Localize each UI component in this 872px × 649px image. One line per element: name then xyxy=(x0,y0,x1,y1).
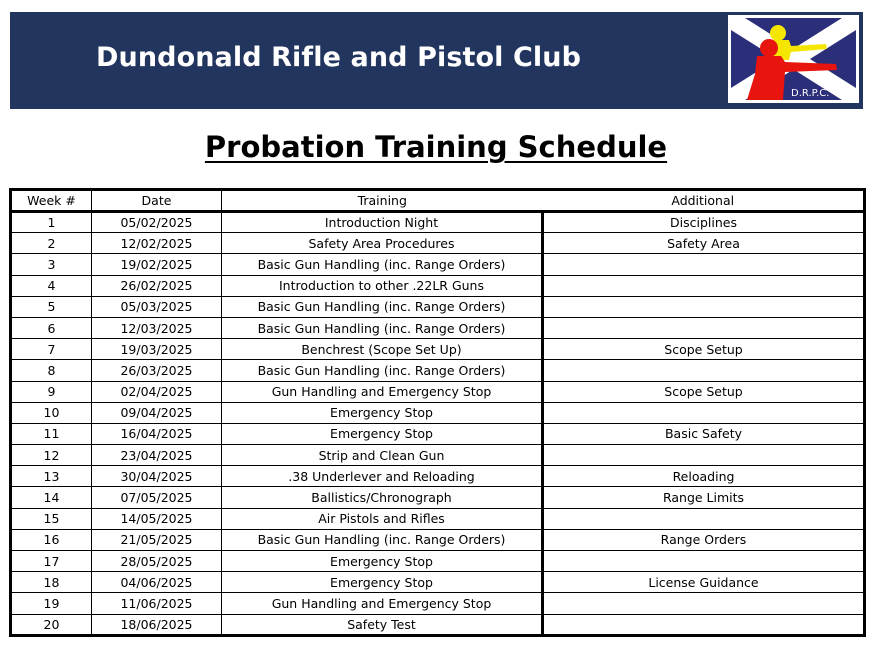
table-row xyxy=(11,296,865,317)
cell-additional: Safety Area xyxy=(543,233,865,254)
cell-additional: Disciplines xyxy=(543,212,865,233)
cell-additional: Range Orders xyxy=(543,529,865,550)
table-row xyxy=(11,212,865,233)
cell-date: 14/05/2025 xyxy=(92,508,222,529)
cell-date: 04/06/2025 xyxy=(92,572,222,593)
cell-training: Benchrest (Scope Set Up) xyxy=(222,339,543,360)
cell-week: 19 xyxy=(11,593,92,614)
cell-week: 1 xyxy=(11,212,92,233)
cell-additional xyxy=(543,445,865,466)
svg-text:D.R.P.C.: D.R.P.C. xyxy=(791,88,830,99)
table-row xyxy=(11,529,865,550)
cell-additional: Scope Setup xyxy=(543,339,865,360)
cell-training: Basic Gun Handling (inc. Range Orders) xyxy=(222,317,543,338)
cell-training: Emergency Stop xyxy=(222,423,543,444)
table-row xyxy=(11,233,865,254)
cell-training: Basic Gun Handling (inc. Range Orders) xyxy=(222,360,543,381)
cell-training: Gun Handling and Emergency Stop xyxy=(222,381,543,402)
cell-week: 6 xyxy=(11,317,92,338)
column-header-week: Week # xyxy=(11,190,92,212)
cell-date: 07/05/2025 xyxy=(92,487,222,508)
cell-week: 3 xyxy=(11,254,92,275)
cell-training: Strip and Clean Gun xyxy=(222,445,543,466)
cell-additional: Scope Setup xyxy=(543,381,865,402)
cell-additional xyxy=(543,317,865,338)
table-row xyxy=(11,317,865,338)
table-row xyxy=(11,402,865,423)
cell-training: Basic Gun Handling (inc. Range Orders) xyxy=(222,296,543,317)
table-row xyxy=(11,445,865,466)
column-header-additional: Additional xyxy=(543,190,865,212)
cell-additional xyxy=(543,593,865,614)
cell-training: Emergency Stop xyxy=(222,572,543,593)
cell-date: 12/02/2025 xyxy=(92,233,222,254)
table-row xyxy=(11,360,865,381)
cell-date: 21/05/2025 xyxy=(92,529,222,550)
cell-date: 28/05/2025 xyxy=(92,551,222,572)
cell-additional: Reloading xyxy=(543,466,865,487)
cell-date: 02/04/2025 xyxy=(92,381,222,402)
cell-training: Safety Area Procedures xyxy=(222,233,543,254)
cell-week: 13 xyxy=(11,466,92,487)
cell-training: Basic Gun Handling (inc. Range Orders) xyxy=(222,529,543,550)
cell-additional xyxy=(543,360,865,381)
cell-additional: Basic Safety xyxy=(543,423,865,444)
cell-date: 11/06/2025 xyxy=(92,593,222,614)
cell-date: 19/02/2025 xyxy=(92,254,222,275)
cell-date: 05/02/2025 xyxy=(92,212,222,233)
cell-week: 17 xyxy=(11,551,92,572)
cell-additional: Range Limits xyxy=(543,487,865,508)
cell-date: 16/04/2025 xyxy=(92,423,222,444)
cell-week: 18 xyxy=(11,572,92,593)
club-logo xyxy=(728,15,859,103)
cell-week: 5 xyxy=(11,296,92,317)
cell-training: Gun Handling and Emergency Stop xyxy=(222,593,543,614)
table-row xyxy=(11,381,865,402)
table-header-row xyxy=(11,190,865,212)
cell-additional: License Guidance xyxy=(543,572,865,593)
page-title: Probation Training Schedule xyxy=(204,130,668,164)
cell-date: 30/04/2025 xyxy=(92,466,222,487)
cell-training: Air Pistols and Rifles xyxy=(222,508,543,529)
table-row xyxy=(11,275,865,296)
cell-training: Ballistics/Chronograph xyxy=(222,487,543,508)
cell-additional xyxy=(543,402,865,423)
cell-additional xyxy=(543,275,865,296)
cell-additional xyxy=(543,551,865,572)
cell-date: 23/04/2025 xyxy=(92,445,222,466)
table-row xyxy=(11,593,865,614)
cell-training: Emergency Stop xyxy=(222,551,543,572)
cell-week: 11 xyxy=(11,423,92,444)
column-header-date: Date xyxy=(92,190,222,212)
table-row xyxy=(11,339,865,360)
cell-week: 8 xyxy=(11,360,92,381)
cell-week: 20 xyxy=(11,614,92,635)
cell-date: 12/03/2025 xyxy=(92,317,222,338)
cell-additional xyxy=(543,614,865,635)
club-name: Dundonald Rifle and Pistol Club xyxy=(96,42,582,73)
cell-additional xyxy=(543,254,865,275)
table-row xyxy=(11,551,865,572)
cell-week: 12 xyxy=(11,445,92,466)
table-body xyxy=(11,212,865,636)
header-banner xyxy=(10,12,863,109)
cell-week: 16 xyxy=(11,529,92,550)
cell-date: 09/04/2025 xyxy=(92,402,222,423)
table-row xyxy=(11,423,865,444)
cell-date: 18/06/2025 xyxy=(92,614,222,635)
cell-date: 26/03/2025 xyxy=(92,360,222,381)
table-row xyxy=(11,487,865,508)
cell-date: 05/03/2025 xyxy=(92,296,222,317)
cell-week: 15 xyxy=(11,508,92,529)
table-row xyxy=(11,572,865,593)
table-row xyxy=(11,466,865,487)
cell-week: 14 xyxy=(11,487,92,508)
cell-training: .38 Underlever and Reloading xyxy=(222,466,543,487)
cell-training: Introduction to other .22LR Guns xyxy=(222,275,543,296)
column-header-training: Training xyxy=(222,190,543,212)
cell-week: 10 xyxy=(11,402,92,423)
cell-week: 4 xyxy=(11,275,92,296)
drpc-logo-icon xyxy=(731,18,856,100)
cell-training: Basic Gun Handling (inc. Range Orders) xyxy=(222,254,543,275)
table-row xyxy=(11,614,865,635)
training-schedule-table xyxy=(9,188,866,637)
cell-training: Emergency Stop xyxy=(222,402,543,423)
cell-training: Introduction Night xyxy=(222,212,543,233)
cell-training: Safety Test xyxy=(222,614,543,635)
cell-week: 9 xyxy=(11,381,92,402)
table-row xyxy=(11,508,865,529)
cell-week: 2 xyxy=(11,233,92,254)
cell-date: 26/02/2025 xyxy=(92,275,222,296)
cell-date: 19/03/2025 xyxy=(92,339,222,360)
cell-week: 7 xyxy=(11,339,92,360)
table-row xyxy=(11,254,865,275)
cell-additional xyxy=(543,508,865,529)
cell-additional xyxy=(543,296,865,317)
